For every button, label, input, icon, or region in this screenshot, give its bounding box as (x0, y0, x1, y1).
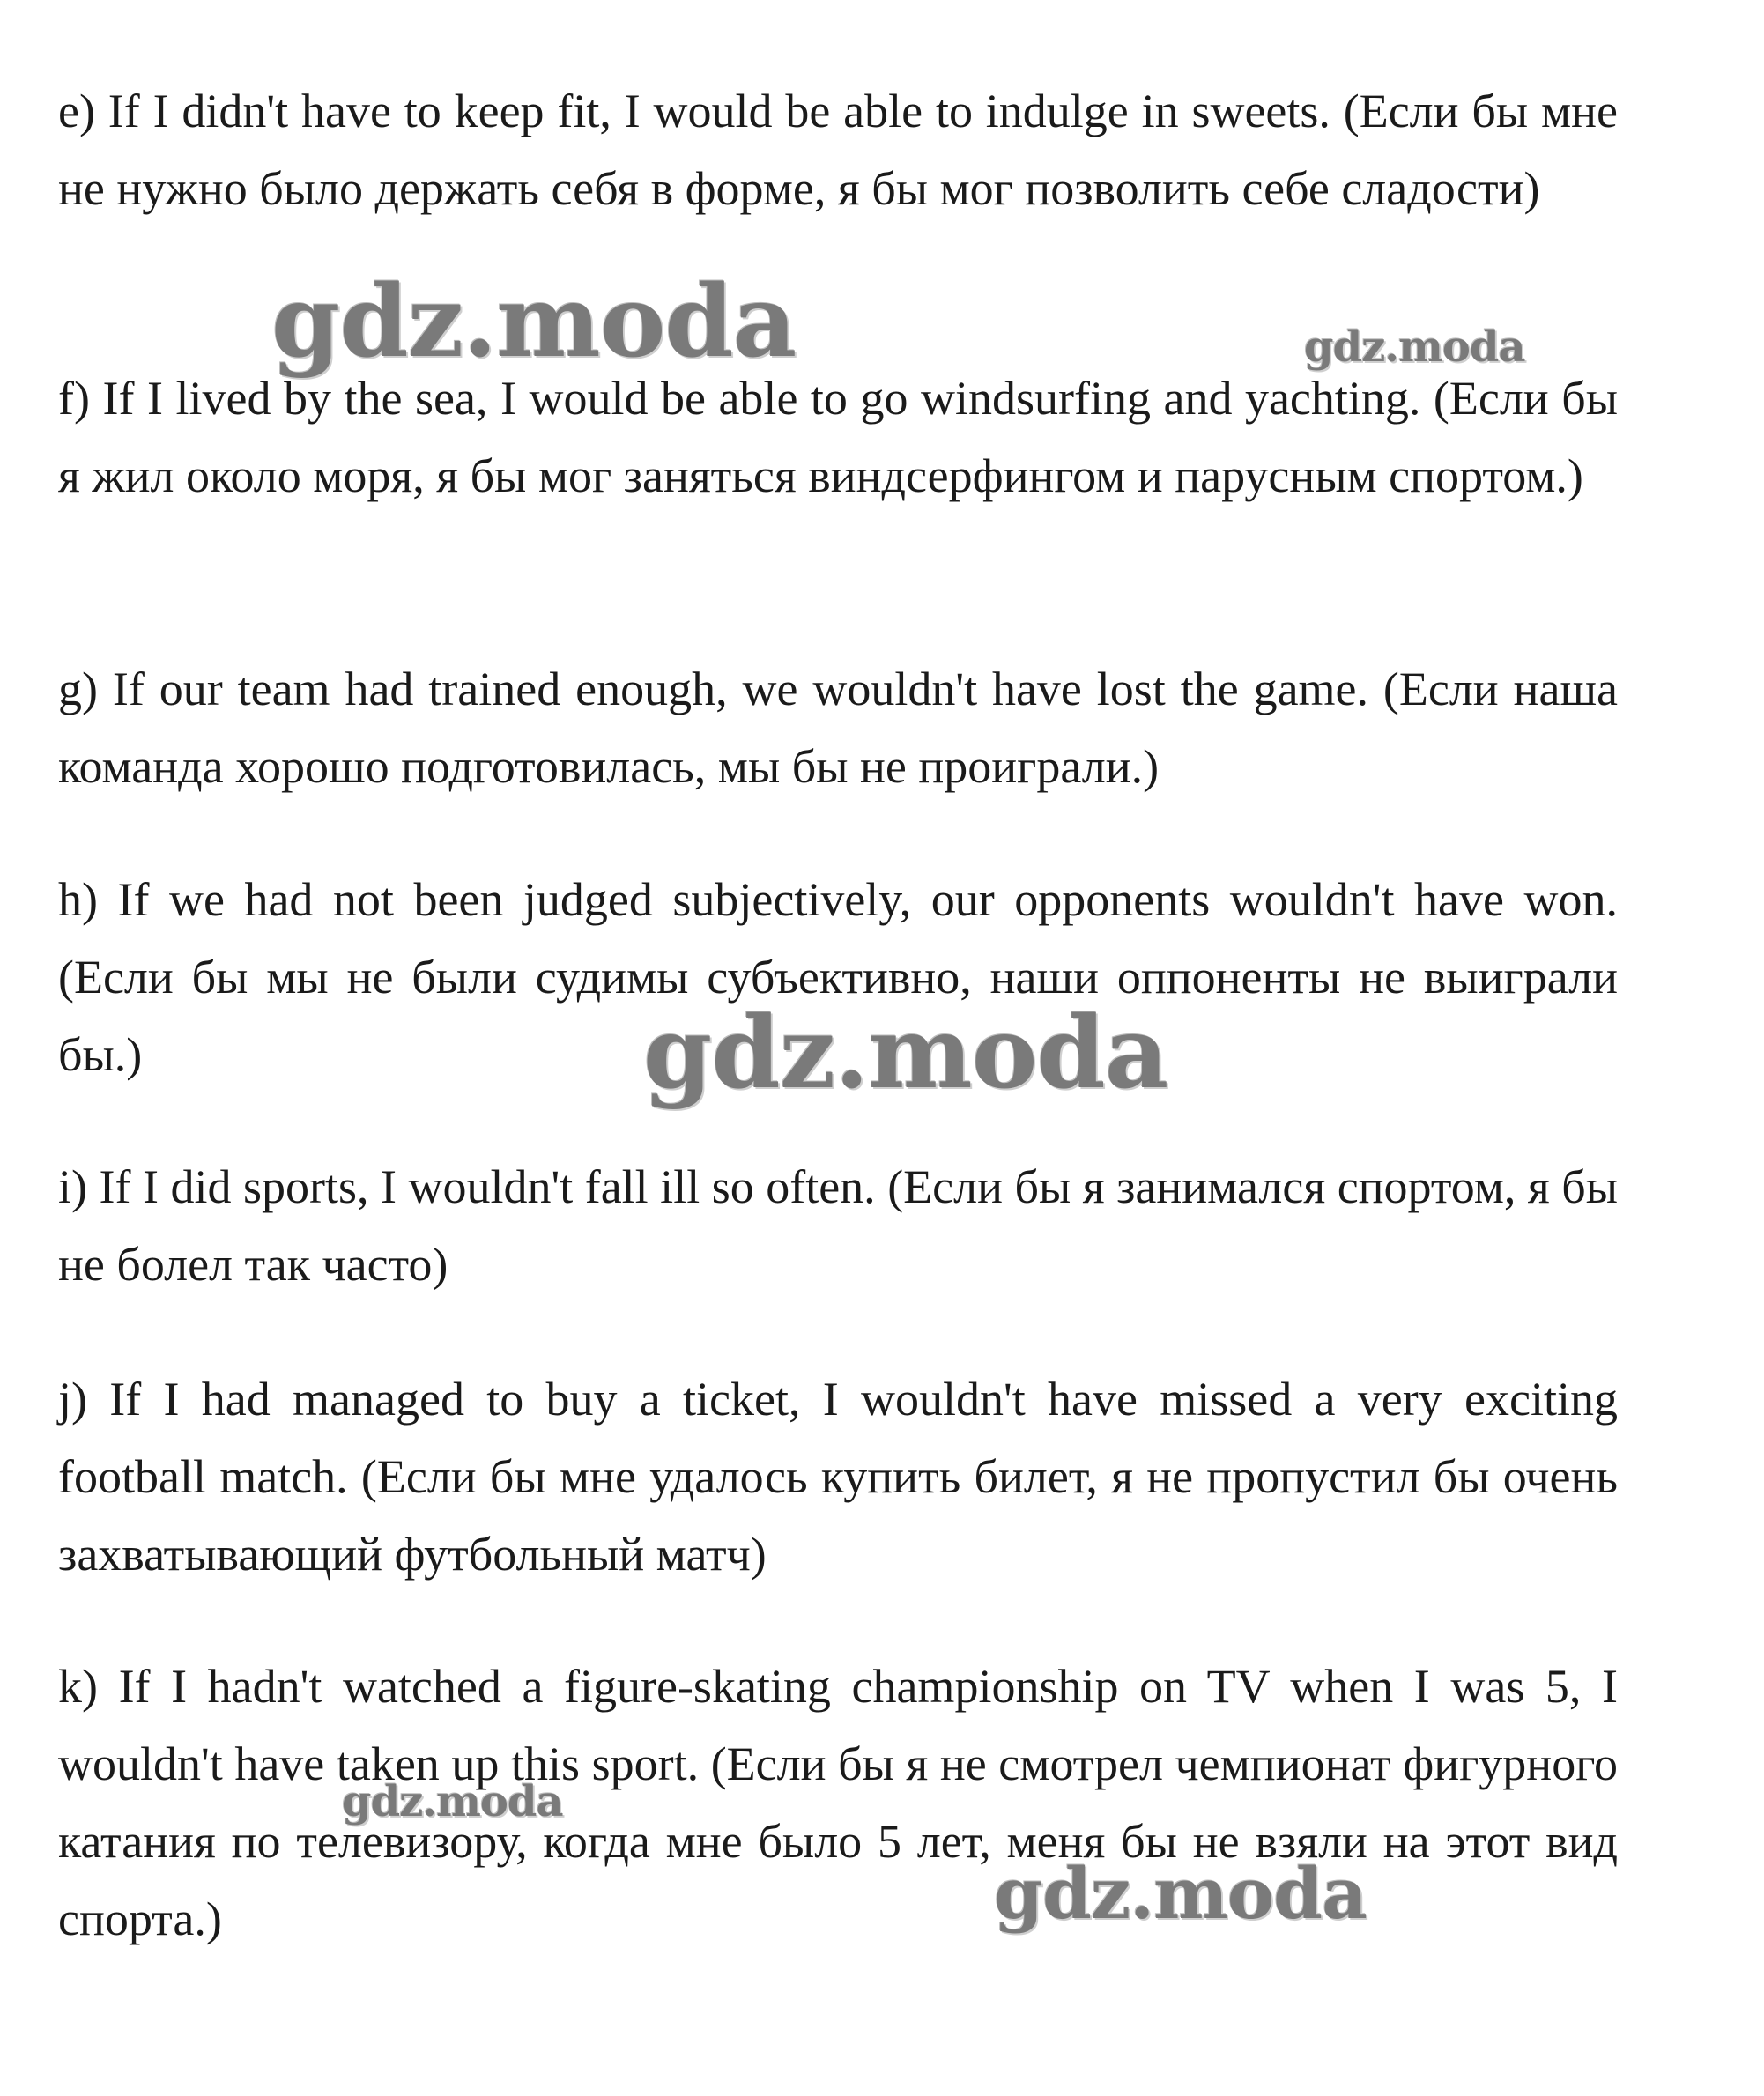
watermark-logo: gdz.moda (271, 264, 797, 380)
paragraph-k: k) If I hadn't watched a figure-skating championship on TV when I was 5, I wouldn't have taken up this sport. (Если бы я не смотрел чемпионат фигурного катания по телевизору, когда мне было 5 лет, меня бы не взяли на этот вид спорта.) (58, 1660, 1618, 1945)
watermark-logo: gdz.moda (342, 1777, 563, 1826)
paragraph-h: h) If we had not been judged subjectively, our opponents wouldn't have won. (Если бы мы не были судимы субъективно, наши оппоненты не выиграли бы.) (58, 873, 1618, 1081)
watermark-logo: gdz.moda (994, 1852, 1367, 1935)
paragraph-i: i) If I did sports, I wouldn't fall ill so often. (Если бы я занимался спортом, я бы не болел так часто) (58, 1160, 1618, 1291)
paragraph-f: f) If I lived by the sea, I would be able to go windsurfing and yachting. (Если бы я жил около моря, я бы мог заняться виндсерфингом и парусным спортом.) (58, 372, 1618, 502)
paragraph-g: g) If our team had trained enough, we wouldn't have lost the game. (Если наша команда хорошо подготовилась, мы бы не проиграли.) (58, 663, 1618, 793)
paragraph-j: j) If I had managed to buy a ticket, I wouldn't have missed a very exciting football match. (Если бы мне удалось купить билет, я не пропустил бы очень захватывающий футбольный матч) (58, 1373, 1618, 1581)
paragraph-e: e) If I didn't have to keep fit, I would be able to indulge in sweets. (Если бы мне не нужно было держать себя в форме, я бы мог позволить себе сладости) (58, 85, 1618, 215)
watermark-logo: gdz.moda (1304, 322, 1525, 372)
watermark-logo: gdz.moda (643, 996, 1168, 1111)
